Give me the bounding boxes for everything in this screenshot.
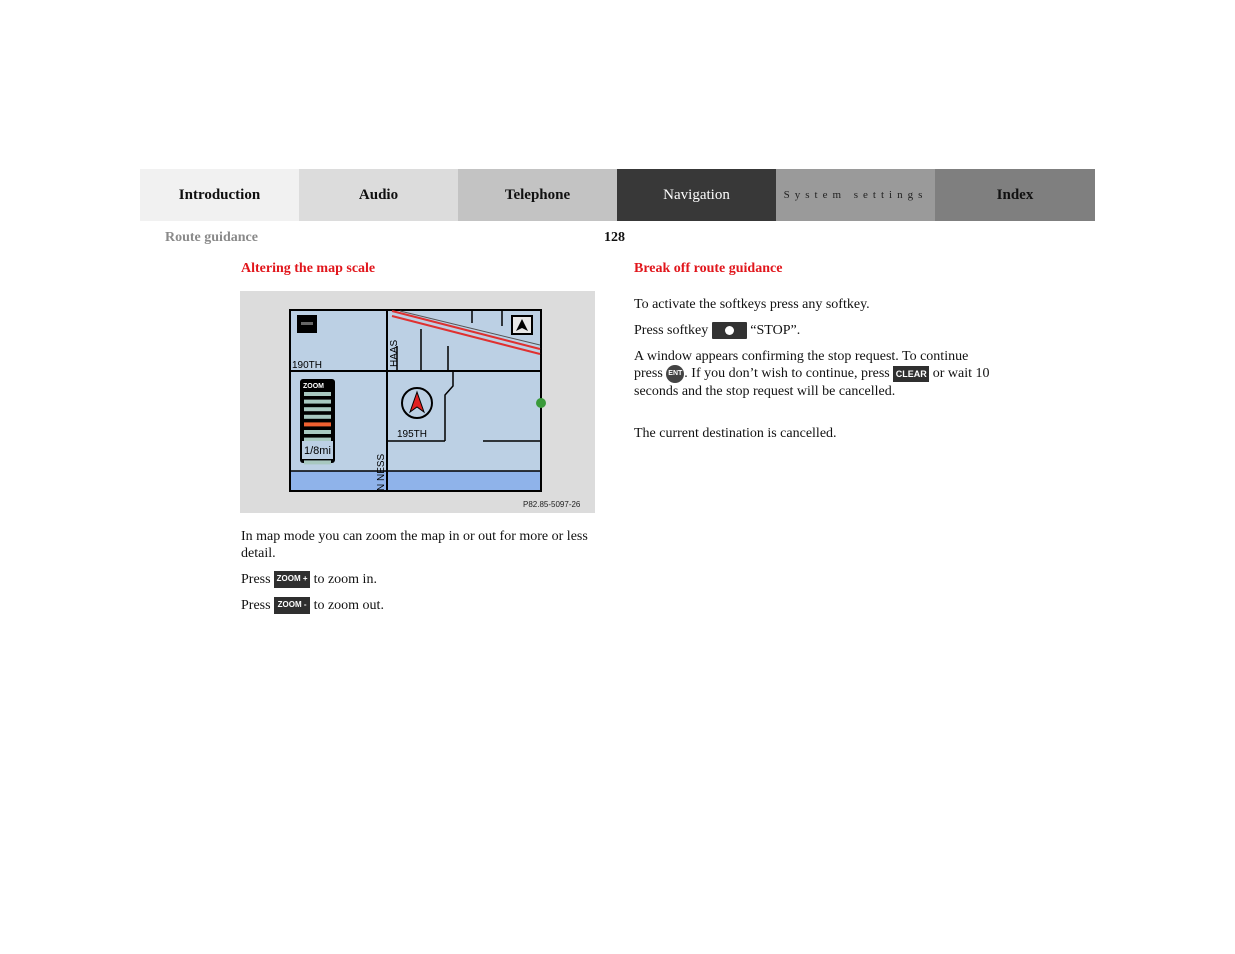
map-figure — [240, 291, 595, 513]
zoom-step — [304, 407, 331, 411]
softkey-icon — [712, 322, 747, 339]
section-title: Route guidance — [165, 230, 258, 245]
tab-telephone[interactable]: Telephone — [458, 169, 617, 221]
right-para-3 — [634, 348, 994, 400]
zoom-step — [304, 460, 331, 464]
right-para-2 — [634, 322, 800, 339]
label-195th: 195TH — [397, 429, 428, 440]
tab-navigation[interactable]: Navigation — [617, 169, 776, 221]
chapter-tabs — [140, 169, 1095, 221]
zoom-in-line — [241, 571, 377, 588]
zoom-out-text: to zoom out. — [313, 598, 384, 613]
zoom-step — [304, 415, 331, 419]
para3-part-b: . If you don’t wish to continue, press — [684, 366, 890, 382]
tab-introduction[interactable]: Introduction — [140, 169, 299, 221]
tab-audio[interactable]: Audio — [299, 169, 458, 221]
water-area — [291, 471, 540, 490]
left-para-1: In map mode you can zoom the map in or out for more or less detail. — [241, 529, 588, 561]
figure-code: P82.85-5097-26 — [523, 500, 581, 509]
right-para-1: To activate the softkeys press any softkey. — [634, 297, 870, 312]
tab-system-settings[interactable]: System settings — [776, 169, 935, 221]
zoom-step — [304, 400, 331, 404]
press-word: Press — [241, 572, 271, 587]
right-para-4: The current destination is cancelled. — [634, 426, 837, 441]
ent-key: ENT — [666, 365, 684, 383]
zoom-out-key: ZOOM - — [274, 597, 310, 614]
para3-part-c: or wait 10 seconds and the stop request will be cancelled. — [634, 366, 990, 399]
label-haas: HAAS — [389, 339, 400, 367]
tab-index[interactable]: Index — [935, 169, 1095, 221]
zoom-out-line — [241, 597, 384, 614]
zoom-in-key: ZOOM + — [274, 571, 310, 588]
right-heading: Break off route guidance — [634, 261, 783, 276]
left-heading: Altering the map scale — [241, 261, 376, 276]
zoom-step — [304, 392, 331, 396]
zoom-label: ZOOM — [303, 383, 324, 390]
map-illustration — [240, 291, 595, 513]
clear-key: CLEAR — [893, 366, 929, 382]
zoom-in-text: to zoom in. — [313, 572, 377, 587]
poi-icon — [536, 398, 546, 408]
page-number: 128 — [604, 230, 625, 245]
zoom-step — [304, 422, 331, 426]
stop-text: “STOP”. — [750, 323, 801, 338]
press-softkey-text: Press softkey — [634, 323, 709, 338]
press-word: Press — [241, 598, 271, 613]
para3-part-a: A window appears confirming the stop request. To continue press — [634, 349, 969, 382]
zoom-step — [304, 430, 331, 434]
label-ness: N NESS — [376, 453, 387, 491]
scale-value: 1/8mi — [304, 445, 331, 457]
label-190th: 190TH — [292, 360, 323, 371]
